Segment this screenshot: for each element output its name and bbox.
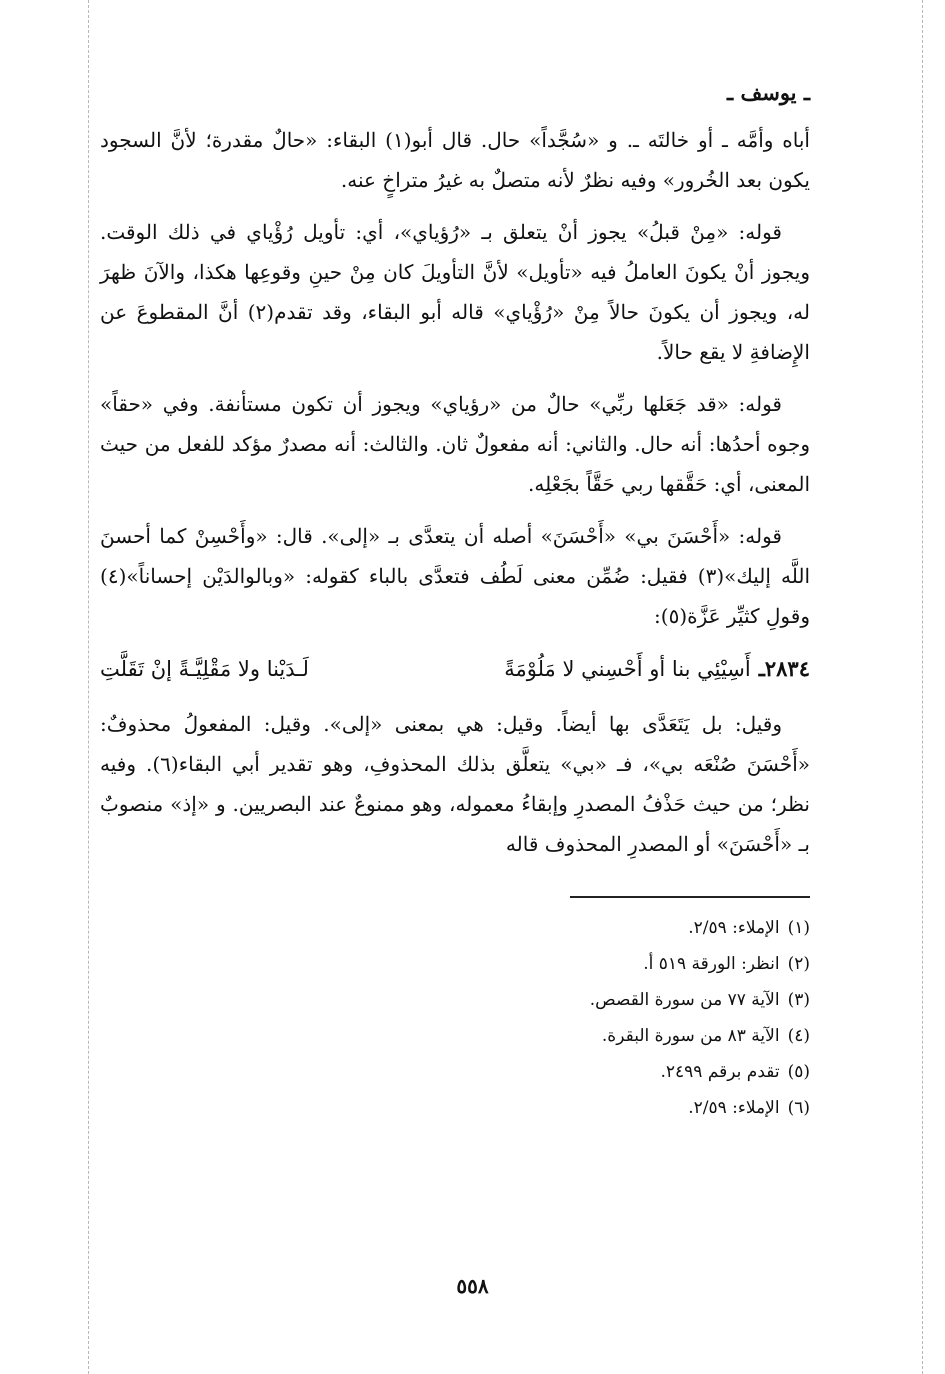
footnote-number: (٦) [787,1098,810,1118]
footnote-text: الآية ٧٧ من سورة القصص. [589,990,780,1010]
footnote-number: (٥) [787,1062,810,1082]
footnote-separator [570,896,810,898]
poetry-verse [100,648,810,690]
footnote-number: (٣) [787,990,810,1010]
paragraph-1: أباه وأمَّه ـ أو خالتَه ـ. و «سُجَّداً» حال. قال أبو(١) البقاء: «حالٌ مقدرة؛ لأنَّ السجود يكون بعد الخُرور» وفيه نظرٌ لأنه متصلٌ به غيرُ متراخٍ عنه. [100,128,810,192]
page-number: ٥٥٨ [456,1274,489,1298]
footnote-item [100,1018,810,1054]
footnote-item [100,1090,810,1126]
verse-first-hemistich: أَسِيْئِي بنا أو أَحْسِني لا مَلُوْمَةً [504,657,751,681]
scan-edge-line-right [922,0,923,1374]
paragraph-4: قوله: «أَحْسَنَ بي» «أَحْسَنَ» أصله أن يتعدَّى بـ «إلى». قال: «وأَحْسِنْ كما أحسنَ اللَّه إليك»(٣) فقيل: ضُمِّن معنى لَطُف فتعدَّى بالباء كقوله: «وبالوالدَيْن إحساناً»(٤) وقولِ كثيِّر عَزَّة(٥): [100,524,811,628]
scan-edge-line-left [88,0,89,1374]
paragraph-5: وقيل: بل يَتَعَدَّى بها أيضاً. وقيل: هي بمعنى «إلى». وقيل: المفعولُ محذوفٌ: «أَحْسَنَ صُنْعَه بي»، فـ «بي» يتعلَّق بذلك المحذوفِ، وهو تقدير أبي البقاء(٦). وفيه نظر؛ من حيث حَذْفُ المصدرِ وإبقاءُ معموله، وهو ممنوعٌ عند البصريين. و «إذ» منصوبٌ بـ «أَحْسَنَ» أو المصدرِ المحذوف قاله [100,712,810,856]
footnote-number: (٢) [787,954,810,974]
verse-second-hemistich: لَـدَيْنا ولا مَقْلِيَّـةً إنْ تَقَلَّتِ [100,657,309,681]
footnote-number: (١) [787,918,810,938]
footnote-item [100,910,810,946]
paragraph-2: قوله: «مِنْ قبلُ» يجوز أنْ يتعلق بـ «رُؤياي»، أي: تأويل رُؤْياي في ذلك الوقت. ويجوز أنْ يكونَ العاملُ فيه «تأويل» لأنَّ التأويلَ كان مِنْ حينِ وقوعِها هكذا، والآنَ ظهرَ له، ويجوز أن يكونَ حالاً مِنْ «رُؤْياي» قاله أبو البقاء، وقد تقدم(٢) أنَّ المقطوعَ عن الإِضافةِ لا يقع حالاً. [100,220,810,364]
paragraph-3: قوله: «قد جَعَلها ربِّي» حالٌ من «رؤياي» ويجوز أن تكون مستأنفة. وفي «حقاً» وجوه أحدُها: أنه حال. والثاني: أنه مفعولٌ ثان. والثالث: أنه مصدرٌ مؤكد للفعل من حيث المعنى، أي: حَقَّقها ربي حَقَّاً بجَعْلِه. [100,392,810,496]
footnote-text: الإملاء: ٢/٥٩. [688,918,780,938]
footnote-text: تقدم برقم ٢٤٩٩. [660,1062,780,1082]
verse-number: ٢٨٣٤ـ [758,656,810,681]
footnote-item [100,946,810,982]
footnote-text: انظر: الورقة ٥١٩ أ. [643,954,780,974]
document-page [100,78,810,1126]
footnotes-list [100,910,810,1126]
footnote-text: الإملاء: ٢/٥٩. [688,1098,780,1118]
footnote-number: (٤) [787,1026,810,1046]
footnote-text: الآية ٨٣ من سورة البقرة. [601,1026,780,1046]
footnote-item [100,1054,810,1090]
footnote-item [100,982,810,1018]
running-header-surah: ـ يوسف ـ [727,80,810,105]
